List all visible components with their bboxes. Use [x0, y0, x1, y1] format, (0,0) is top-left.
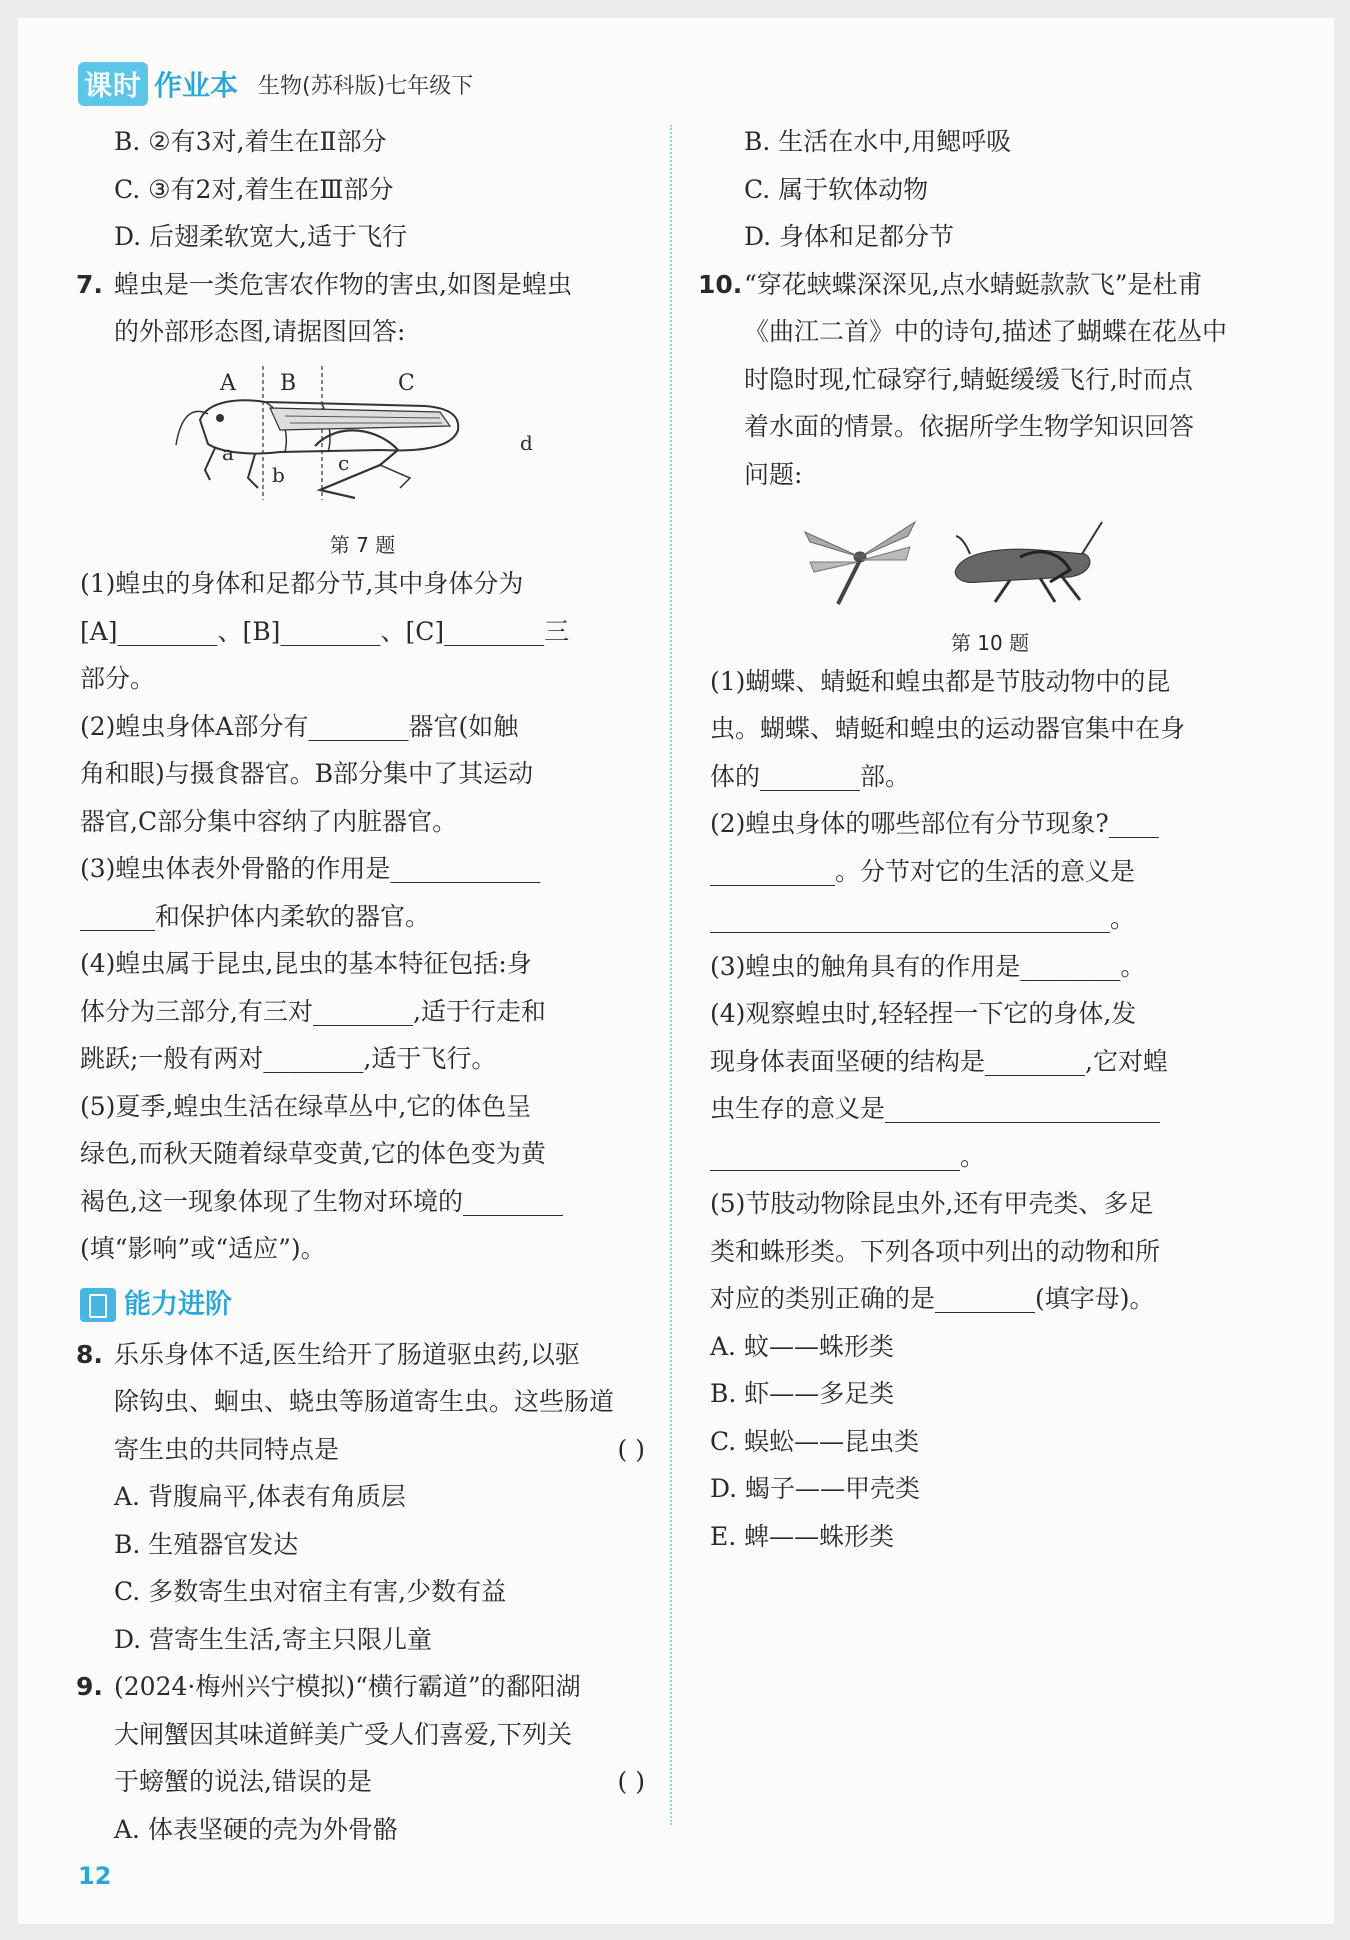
series-logo: 课时 — [78, 62, 148, 106]
question-part: 器官,C部分集中容纳了内脏器官。 — [80, 806, 458, 836]
figure-caption: 第 7 题 — [329, 533, 396, 557]
insects-figure — [710, 502, 1270, 658]
fig-label-c: c — [338, 450, 350, 475]
question-part: 虫生存的意义是______________________ — [710, 1094, 1161, 1123]
figure-caption: 第 10 题 — [950, 630, 1030, 655]
pencil-note-icon — [80, 1288, 116, 1322]
subject-title: 生物(苏科版)七年级下 — [258, 73, 474, 99]
option-line: D. 后翅柔软宽大,适于飞行 — [114, 222, 407, 251]
fig-label-a: a — [222, 440, 234, 465]
question-stem: 除钩虫、蛔虫、蛲虫等肠道寄生虫。这些肠道 — [114, 1387, 615, 1416]
question-part: (1)蝗虫的身体和足都分节,其中身体分为 — [80, 569, 524, 598]
question-part: 虫。蝴蝶、蜻蜓和蝗虫的运动器官集中在身 — [710, 714, 1186, 743]
question-part: (1)蝴蝶、蜻蜓和蝗虫都是节肢动物中的昆 — [710, 666, 1171, 696]
option-line: B. ②有3对,着生在Ⅱ部分 — [114, 127, 387, 156]
section-title: 能力进阶 — [124, 1288, 232, 1320]
question-part: 类和蛛形类。下列各项中列出的动物和所 — [710, 1236, 1161, 1266]
section-header — [80, 1279, 645, 1331]
option-line: E. 蜱——蛛形类 — [710, 1521, 895, 1551]
book-header — [78, 62, 473, 106]
question-part: 现身体表面坚硬的结构是________,它对蝗 — [710, 1046, 1168, 1076]
option-line: C. ③有2对,着生在Ⅲ部分 — [114, 174, 394, 204]
question-stem: 《曲江二首》中的诗句,描述了蝴蝶在花丛中 — [744, 317, 1227, 346]
option-line: A. 蚊——蛛形类 — [710, 1331, 894, 1361]
question-part: (填“影响”或“适应”)。 — [80, 1234, 326, 1263]
question-part: (2)蝗虫身体的哪些部位有分节现象?____ — [710, 809, 1159, 838]
question-part: 体分为三部分,有三对________,适于行走和 — [80, 996, 546, 1026]
question-part: 体的________部。 — [710, 761, 911, 791]
question-7 — [76, 261, 645, 1273]
question-stem: 于螃蟹的说法,错误的是 — [114, 1767, 372, 1796]
question-number: 7. — [76, 269, 103, 299]
question-part: ________________________________。 — [710, 904, 1136, 933]
option-line: A. 体表坚硬的壳为外骨骼 — [114, 1814, 398, 1844]
question-stem: 乐乐身体不适,医生给开了肠道驱虫药,以驱 — [114, 1339, 580, 1369]
question-part: 褐色,这一现象体现了生物对环境的________ — [80, 1186, 563, 1216]
question-part: (3)蝗虫的触角具有的作用是________。 — [710, 951, 1146, 981]
question-stem: “穿花蛱蝶深深见,点水蜻蜓款款飞”是杜甫 — [744, 269, 1203, 299]
question-part: 部分。 — [80, 664, 156, 693]
grasshopper-icon — [955, 522, 1102, 602]
page-number: 12 — [78, 1862, 112, 1890]
question-stem: 蝗虫是一类危害农作物的害虫,如图是蝗虫 — [114, 269, 572, 299]
question-stem: 时隐时现,忙碌穿行,蜻蜓缓缓飞行,时而点 — [744, 364, 1193, 394]
question-part: (3)蝗虫体表外骨骼的作用是____________ — [80, 854, 541, 883]
option-line: B. 虾——多足类 — [710, 1379, 895, 1408]
option-line: D. 营寄生生活,寄主只限儿童 — [114, 1624, 432, 1654]
question-part: __________。分节对它的生活的意义是 — [710, 856, 1136, 886]
question-stem: 大闸蟹因其味道鲜美广受人们喜爱,下列关 — [114, 1719, 572, 1749]
option-line: C. 属于软体动物 — [744, 174, 929, 204]
question-stem: (2024·梅州兴宁模拟)“横行霸道”的鄱阳湖 — [114, 1672, 581, 1701]
question-part: (5)夏季,蝗虫生活在绿草丛中,它的体色呈 — [80, 1091, 532, 1121]
option-line: C. 多数寄生虫对宿主有害,少数有益 — [114, 1577, 507, 1606]
question-part: (4)观察蝗虫时,轻轻捏一下它的身体,发 — [710, 999, 1137, 1028]
question-part: 跳跃;一般有两对________,适于飞行。 — [80, 1044, 497, 1073]
fig-label-C: C — [398, 370, 415, 396]
option-line: B. 生殖器官发达 — [114, 1529, 299, 1559]
insects-photo — [710, 502, 1270, 612]
fig-label-A: A — [220, 370, 236, 396]
left-column — [76, 118, 645, 1853]
series-logo-text: 作业本 — [154, 69, 239, 102]
question-10 — [698, 261, 1270, 1561]
question-stem: 的外部形态图,请据图回答: — [114, 317, 406, 346]
question-part: (2)蝗虫身体A部分有________器官(如触 — [80, 711, 519, 741]
answer-parens: ( ) — [617, 1767, 645, 1796]
right-column — [698, 118, 1270, 1560]
question-part: (5)节肢动物除昆虫外,还有甲壳类、多足 — [710, 1189, 1154, 1218]
question-part: ____________________。 — [710, 1141, 986, 1171]
question-number: 10. — [698, 269, 743, 299]
column-divider — [670, 125, 672, 1825]
option-line: D. 蝎子——甲壳类 — [710, 1474, 921, 1503]
fig-label-d: d — [520, 430, 533, 455]
question-8 — [76, 1331, 645, 1664]
question-stem: 寄生虫的共同特点是 — [114, 1434, 340, 1464]
grasshopper-figure — [80, 360, 645, 561]
question-part: 对应的类别正确的是________(填字母)。 — [710, 1284, 1155, 1313]
option-line: B. 生活在水中,用鳃呼吸 — [744, 127, 1012, 156]
question-part: [A]________、[B]________、[C]________三 — [80, 616, 570, 646]
option-line: A. 背腹扁平,体表有角质层 — [114, 1482, 406, 1511]
option-line: D. 身体和足都分节 — [744, 222, 955, 251]
question-number: 8. — [76, 1339, 103, 1369]
question-part: (4)蝗虫属于昆虫,昆虫的基本特征包括:身 — [80, 949, 532, 978]
question-stem: 着水面的情景。依据所学生物学知识回答 — [744, 412, 1195, 441]
question-9 — [76, 1663, 645, 1853]
question-part: 绿色,而秋天随着绿草变黄,它的体色变为黄 — [80, 1139, 546, 1168]
question-part: ______和保护体内柔软的器官。 — [80, 901, 431, 931]
option-line: C. 蜈蚣——昆虫类 — [710, 1426, 920, 1456]
grasshopper-diagram — [80, 360, 645, 515]
question-number: 9. — [76, 1672, 103, 1701]
fig-label-B: B — [280, 370, 297, 396]
question-part: 角和眼)与摄食器官。B部分集中了其运动 — [80, 759, 534, 788]
answer-parens: ( ) — [617, 1434, 645, 1464]
fig-label-b: b — [272, 462, 285, 487]
question-stem: 问题: — [744, 459, 803, 489]
dragonfly-icon — [805, 522, 915, 604]
